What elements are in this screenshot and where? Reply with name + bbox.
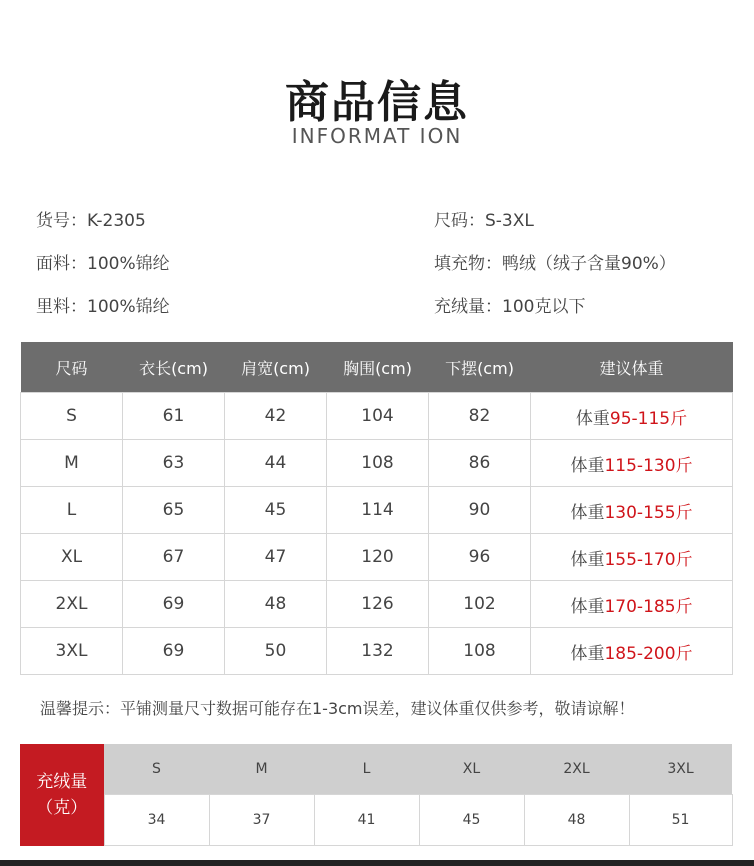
header-size: 尺码 xyxy=(21,342,123,393)
fill-value-row xyxy=(20,795,732,846)
cell-shoulder: 47 xyxy=(225,534,327,581)
bottom-divider xyxy=(0,860,754,866)
weight-range: 185-200斤 xyxy=(604,643,693,664)
cell-length: 63 xyxy=(123,440,225,487)
cell-hem: 90 xyxy=(429,487,531,534)
cell-size: M xyxy=(21,440,123,487)
weight-range: 95-115斤 xyxy=(609,408,688,429)
cell-shoulder: 42 xyxy=(225,393,327,440)
weight-prefix: 体重 xyxy=(570,455,605,476)
spec-filling: 填充物：鸭绒（绒子含量90%） xyxy=(434,254,676,274)
fill-size-s: S xyxy=(104,744,209,795)
cell-weight xyxy=(531,487,733,534)
header-chest: 胸围(cm) xyxy=(327,342,429,393)
cell-length: 65 xyxy=(123,487,225,534)
cell-length: 69 xyxy=(123,581,225,628)
fill-value-m: 37 xyxy=(209,795,314,846)
weight-range: 170-185斤 xyxy=(604,596,693,617)
weight-range: 155-170斤 xyxy=(604,549,693,570)
spec-size-range: 尺码：S-3XL xyxy=(434,211,534,231)
weight-range: 130-155斤 xyxy=(604,502,693,523)
fill-size-3xl: 3XL xyxy=(629,744,732,795)
fill-size-2xl: 2XL xyxy=(524,744,629,795)
cell-hem: 108 xyxy=(429,628,531,675)
fill-amount-table xyxy=(20,744,733,846)
fill-size-l: L xyxy=(314,744,419,795)
header-weight: 建议体重 xyxy=(531,342,733,393)
weight-range: 115-130斤 xyxy=(604,455,693,476)
header-length: 衣长(cm) xyxy=(123,342,225,393)
spec-fill-amount: 充绒量：100克以下 xyxy=(434,297,586,317)
weight-prefix: 体重 xyxy=(570,596,605,617)
spec-lining: 里料：100%锦纶 xyxy=(36,297,170,317)
page-title: 商品信息 xyxy=(285,77,469,128)
cell-size: S xyxy=(21,393,123,440)
cell-weight xyxy=(531,534,733,581)
cell-weight xyxy=(531,581,733,628)
cell-shoulder: 45 xyxy=(225,487,327,534)
cell-length: 69 xyxy=(123,628,225,675)
fill-value-l: 41 xyxy=(314,795,419,846)
fill-amount-label xyxy=(20,744,104,846)
cell-length: 67 xyxy=(123,534,225,581)
table-row xyxy=(21,440,733,487)
fill-value-2xl: 48 xyxy=(524,795,629,846)
cell-chest: 114 xyxy=(327,487,429,534)
weight-prefix: 体重 xyxy=(575,408,610,429)
cell-weight xyxy=(531,628,733,675)
cell-length: 61 xyxy=(123,393,225,440)
table-row xyxy=(21,393,733,440)
cell-chest: 132 xyxy=(327,628,429,675)
spec-fabric: 面料：100%锦纶 xyxy=(36,254,170,274)
cell-chest: 120 xyxy=(327,534,429,581)
cell-chest: 126 xyxy=(327,581,429,628)
cell-size: 3XL xyxy=(21,628,123,675)
fill-size-xl: XL xyxy=(419,744,524,795)
fill-size-m: M xyxy=(209,744,314,795)
fill-value-3xl: 51 xyxy=(629,795,732,846)
cell-shoulder: 48 xyxy=(225,581,327,628)
header-hem: 下摆(cm) xyxy=(429,342,531,393)
spec-item-no: 货号：K-2305 xyxy=(36,211,146,231)
fill-header-row xyxy=(20,744,732,795)
fill-value-xl: 45 xyxy=(419,795,524,846)
measurement-tip: 温馨提示：平铺测量尺寸数据可能存在1-3cm误差，建议体重仅供参考，敬请谅解！ xyxy=(40,699,635,718)
table-row xyxy=(21,534,733,581)
cell-size: L xyxy=(21,487,123,534)
cell-shoulder: 50 xyxy=(225,628,327,675)
page-subtitle: INFORMAT ION xyxy=(291,124,463,148)
cell-hem: 82 xyxy=(429,393,531,440)
cell-weight xyxy=(531,393,733,440)
fill-label-line2: （克） xyxy=(36,797,88,818)
size-chart-header-row xyxy=(21,342,733,393)
table-row xyxy=(21,581,733,628)
header-shoulder: 肩宽(cm) xyxy=(225,342,327,393)
cell-hem: 86 xyxy=(429,440,531,487)
weight-prefix: 体重 xyxy=(570,643,605,664)
fill-value-s: 34 xyxy=(104,795,209,846)
cell-hem: 102 xyxy=(429,581,531,628)
cell-chest: 108 xyxy=(327,440,429,487)
cell-size: XL xyxy=(21,534,123,581)
table-row xyxy=(21,628,733,675)
fill-label-line1: 充绒量 xyxy=(36,771,88,792)
cell-shoulder: 44 xyxy=(225,440,327,487)
cell-chest: 104 xyxy=(327,393,429,440)
size-chart-table xyxy=(20,342,733,675)
cell-hem: 96 xyxy=(429,534,531,581)
cell-weight xyxy=(531,440,733,487)
cell-size: 2XL xyxy=(21,581,123,628)
weight-prefix: 体重 xyxy=(570,502,605,523)
table-row xyxy=(21,487,733,534)
weight-prefix: 体重 xyxy=(570,549,605,570)
